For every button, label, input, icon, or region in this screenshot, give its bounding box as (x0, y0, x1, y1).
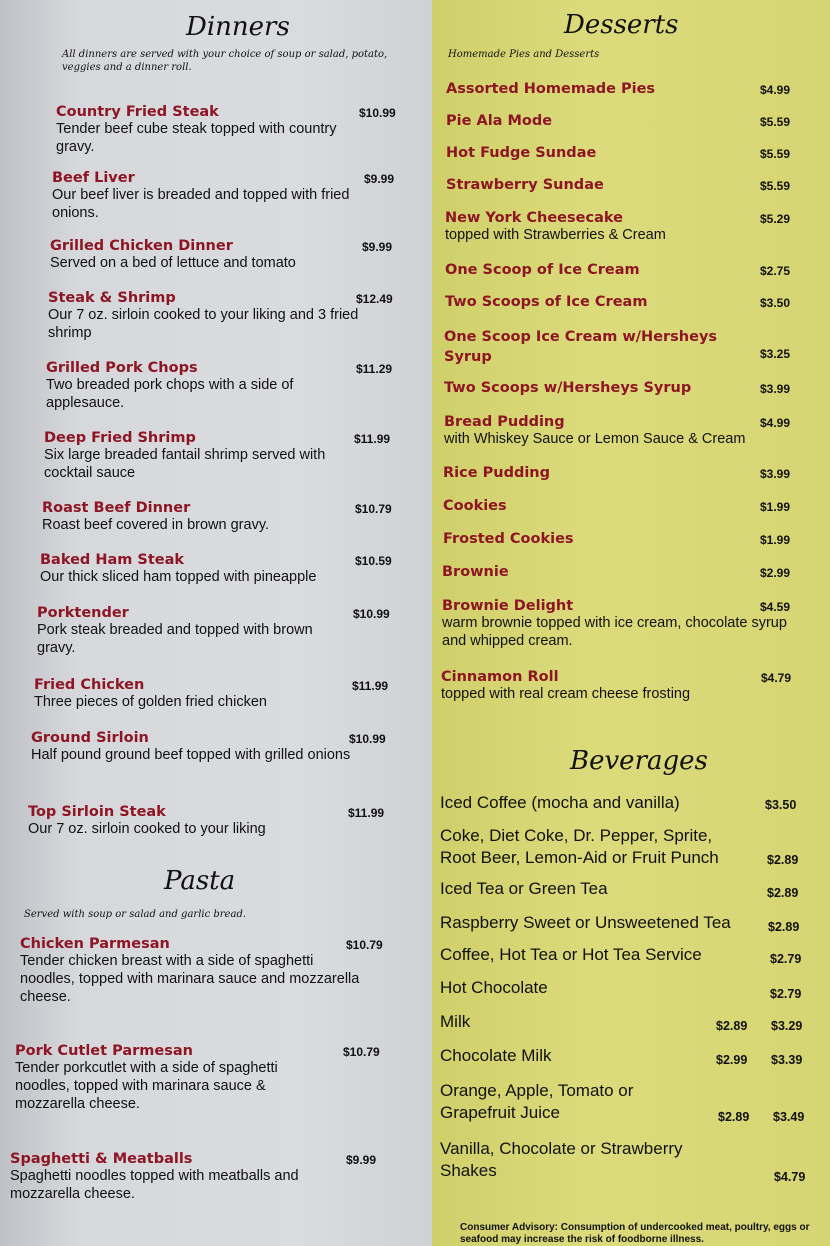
item-price: $2.89 (718, 1110, 750, 1124)
dinner-item (31, 730, 391, 764)
item-name: Brownie (442, 564, 509, 580)
item-description: Our beef liver is breaded and topped with fried onions. (52, 187, 350, 221)
item-name: Pork Cutlet Parmesan (15, 1043, 193, 1059)
item-price: $3.50 (760, 296, 791, 310)
item-name: New York Cheesecake (445, 210, 623, 226)
item-price: $11.29 (356, 362, 393, 376)
dinner-item (42, 500, 394, 534)
item-name: Iced Tea or Green Tea (440, 879, 608, 898)
dessert-item (444, 414, 798, 448)
dinner-item (44, 430, 394, 482)
item-name: Rice Pudding (443, 465, 550, 481)
item-name: Ground Sirloin (31, 730, 149, 746)
item-name: Chicken Parmesan (20, 936, 170, 952)
dessert-item (443, 531, 798, 547)
item-name: Beef Liver (52, 170, 135, 186)
item-name: Coke, Diet Coke, Dr. Pepper, Sprite, Root Beer, Lemon-Aid or Fruit Punch (440, 826, 719, 867)
item-price: $10.99 (349, 732, 386, 746)
item-price: $4.79 (774, 1170, 806, 1184)
item-name: Brownie Delight (442, 598, 574, 614)
item-description: topped with Strawberries & Cream (445, 227, 666, 243)
dessert-item (445, 294, 797, 310)
item-description: Half pound ground beef topped with grilled onions (31, 747, 351, 763)
item-name: Raspberry Sweet or Unsweetened Tea (440, 913, 731, 932)
item-description: Our 7 oz. sirloin cooked to your liking (28, 821, 266, 837)
dessert-item (443, 498, 798, 514)
item-name: Orange, Apple, Tomato or Grapefruit Juice (440, 1081, 634, 1122)
consumer-advisory: Consumer Advisory: Consumption of undercooked meat, poultry, eggs or seafood may increase the risk of foodborne illness. (460, 1222, 810, 1245)
desserts-note: Homemade Pies and Desserts (448, 49, 600, 60)
item-name: Iced Coffee (mocha and vanilla) (440, 793, 680, 812)
beverage-item (440, 912, 810, 934)
item-price-large: $3.39 (771, 1053, 803, 1067)
item-description: Tender beef cube steak topped with country gravy. (56, 121, 337, 155)
item-name: Cookies (443, 498, 507, 514)
item-price: $9.99 (362, 240, 393, 254)
beverage-item (440, 1011, 810, 1033)
item-description: with Whiskey Sauce or Lemon Sauce & Cream (444, 431, 746, 447)
beverage-item (440, 1045, 810, 1067)
item-description: Two breaded pork chops with a side of applesauce. (46, 377, 294, 411)
item-price-large: $3.49 (773, 1110, 805, 1124)
item-name: Assorted Homemade Pies (446, 81, 656, 97)
item-description: warm brownie topped with ice cream, chocolate syrup and whipped cream. (442, 615, 787, 649)
item-description: Our thick sliced ham topped with pineapple (40, 569, 317, 585)
item-price: $4.99 (760, 416, 791, 430)
item-price: $2.89 (767, 853, 799, 867)
item-price: $3.99 (760, 467, 791, 481)
item-name: Top Sirloin Steak (28, 804, 166, 820)
item-name: Milk (440, 1012, 471, 1031)
item-price-large: $3.29 (771, 1019, 803, 1033)
desserts-title: Desserts (564, 10, 679, 40)
pasta-item (10, 1151, 382, 1203)
item-description: Spaghetti noodles topped with meatballs and mozzarella cheese. (10, 1168, 299, 1202)
dinners-note: All dinners are served with your choice of soup or salad, potato, veggies and a dinner roll. (62, 49, 388, 73)
beverage-item (440, 1138, 810, 1182)
dessert-item (446, 113, 796, 129)
item-name: One Scoop Ice Cream w/Hersheys Syrup (444, 329, 718, 365)
item-price: $11.99 (348, 806, 385, 820)
dinner-item (37, 605, 392, 657)
beverage-item (440, 825, 810, 869)
dessert-item (444, 380, 798, 396)
item-name: Hot Fudge Sundae (446, 145, 597, 161)
dessert-item (445, 262, 797, 278)
dinner-item (50, 238, 400, 272)
item-price: $4.79 (761, 671, 792, 685)
item-price: $10.79 (343, 1045, 380, 1059)
beverage-item (440, 878, 810, 900)
item-description: Pork steak breaded and topped with brown gravy. (37, 622, 313, 656)
item-price: $3.25 (760, 347, 791, 361)
pasta-note: Served with soup or salad and garlic bread. (24, 909, 247, 920)
dessert-item (444, 327, 798, 367)
beverage-item (440, 1080, 810, 1124)
item-price: $2.79 (770, 952, 802, 966)
item-description: Our 7 oz. sirloin cooked to your liking and 3 fried shrimp (48, 307, 359, 341)
dessert-item (445, 210, 797, 244)
item-description: Tender porkcutlet with a side of spaghetti noodles, topped with marinara sauce & mozzarella cheese. (15, 1060, 278, 1112)
pasta-item (15, 1043, 385, 1113)
dinner-item (48, 290, 398, 342)
item-price: $10.79 (346, 938, 383, 952)
item-price: $11.99 (352, 679, 389, 693)
item-name: Steak & Shrimp (48, 290, 176, 306)
item-name: Country Fried Steak (56, 104, 219, 120)
dessert-item (446, 145, 796, 161)
dessert-item (443, 465, 798, 481)
dessert-item (446, 177, 796, 193)
item-price: $2.79 (770, 987, 802, 1001)
dessert-item (446, 81, 796, 97)
item-price: $3.50 (765, 798, 797, 812)
item-name: Pie Ala Mode (446, 113, 553, 129)
dessert-item (441, 669, 798, 703)
item-price: $2.89 (716, 1019, 748, 1033)
item-name: Frosted Cookies (443, 531, 574, 547)
beverage-item (440, 792, 810, 814)
item-name: Two Scoops w/Hersheys Syrup (444, 380, 692, 396)
item-price: $2.99 (716, 1053, 748, 1067)
item-name: Coffee, Hot Tea or Hot Tea Service (440, 945, 702, 964)
item-price: $11.99 (354, 432, 391, 446)
beverage-item (440, 944, 810, 966)
item-price: $4.59 (760, 600, 791, 614)
pasta-item (20, 936, 388, 1006)
dinners-title: Dinners (186, 12, 290, 42)
item-name: Strawberry Sundae (446, 177, 604, 193)
item-name: One Scoop of Ice Cream (445, 262, 640, 278)
item-price: $2.89 (767, 886, 799, 900)
item-price: $1.99 (760, 500, 791, 514)
item-description: Roast beef covered in brown gravy. (42, 517, 270, 533)
item-name: Grilled Chicken Dinner (50, 238, 233, 254)
dinner-item (56, 104, 401, 156)
item-price: $10.79 (355, 502, 392, 516)
item-description: Six large breaded fantail shrimp served with cocktail sauce (44, 447, 326, 481)
dessert-item (442, 564, 798, 580)
item-name: Hot Chocolate (440, 978, 548, 997)
dinner-item (34, 677, 392, 711)
item-price: $5.59 (760, 179, 791, 193)
item-description: topped with real cream cheese frosting (441, 686, 691, 702)
item-name: Bread Pudding (444, 414, 565, 430)
item-description: Served on a bed of lettuce and tomato (50, 255, 296, 271)
item-name: Roast Beef Dinner (42, 500, 191, 516)
item-name: Porktender (37, 605, 129, 621)
item-description: Tender chicken breast with a side of spaghetti noodles, topped with marinara sauce and mozzarella cheese. (20, 953, 360, 1005)
dinner-item (28, 804, 390, 838)
item-name: Vanilla, Chocolate or Strawberry Shakes (440, 1139, 683, 1180)
dinner-item (52, 170, 402, 222)
item-price: $2.99 (760, 566, 791, 580)
beverages-title: Beverages (570, 746, 708, 776)
item-price: $9.99 (346, 1153, 377, 1167)
item-name: Fried Chicken (34, 677, 145, 693)
item-price: $10.59 (355, 554, 392, 568)
item-price: $3.99 (760, 382, 791, 396)
item-price: $10.99 (359, 106, 396, 120)
item-price: $2.75 (760, 264, 791, 278)
item-price: $2.89 (768, 920, 800, 934)
item-description: Three pieces of golden fried chicken (34, 694, 267, 710)
item-price: $4.99 (760, 83, 791, 97)
item-name: Cinnamon Roll (441, 669, 559, 685)
dessert-item (442, 598, 798, 650)
dinner-item (40, 552, 392, 586)
item-price: $5.59 (760, 115, 791, 129)
item-name: Two Scoops of Ice Cream (445, 294, 648, 310)
item-price: $9.99 (364, 172, 395, 186)
beverage-item (440, 977, 810, 999)
item-name: Chocolate Milk (440, 1046, 552, 1065)
item-price: $5.59 (760, 147, 791, 161)
item-name: Baked Ham Steak (40, 552, 185, 568)
item-price: $1.99 (760, 533, 791, 547)
dinner-item (46, 360, 396, 412)
pasta-title: Pasta (164, 866, 236, 896)
item-name: Spaghetti & Meatballs (10, 1151, 193, 1167)
item-price: $5.29 (760, 212, 791, 226)
item-price: $12.49 (356, 292, 393, 306)
item-name: Deep Fried Shrimp (44, 430, 196, 446)
item-price: $10.99 (353, 607, 390, 621)
item-name: Grilled Pork Chops (46, 360, 198, 376)
